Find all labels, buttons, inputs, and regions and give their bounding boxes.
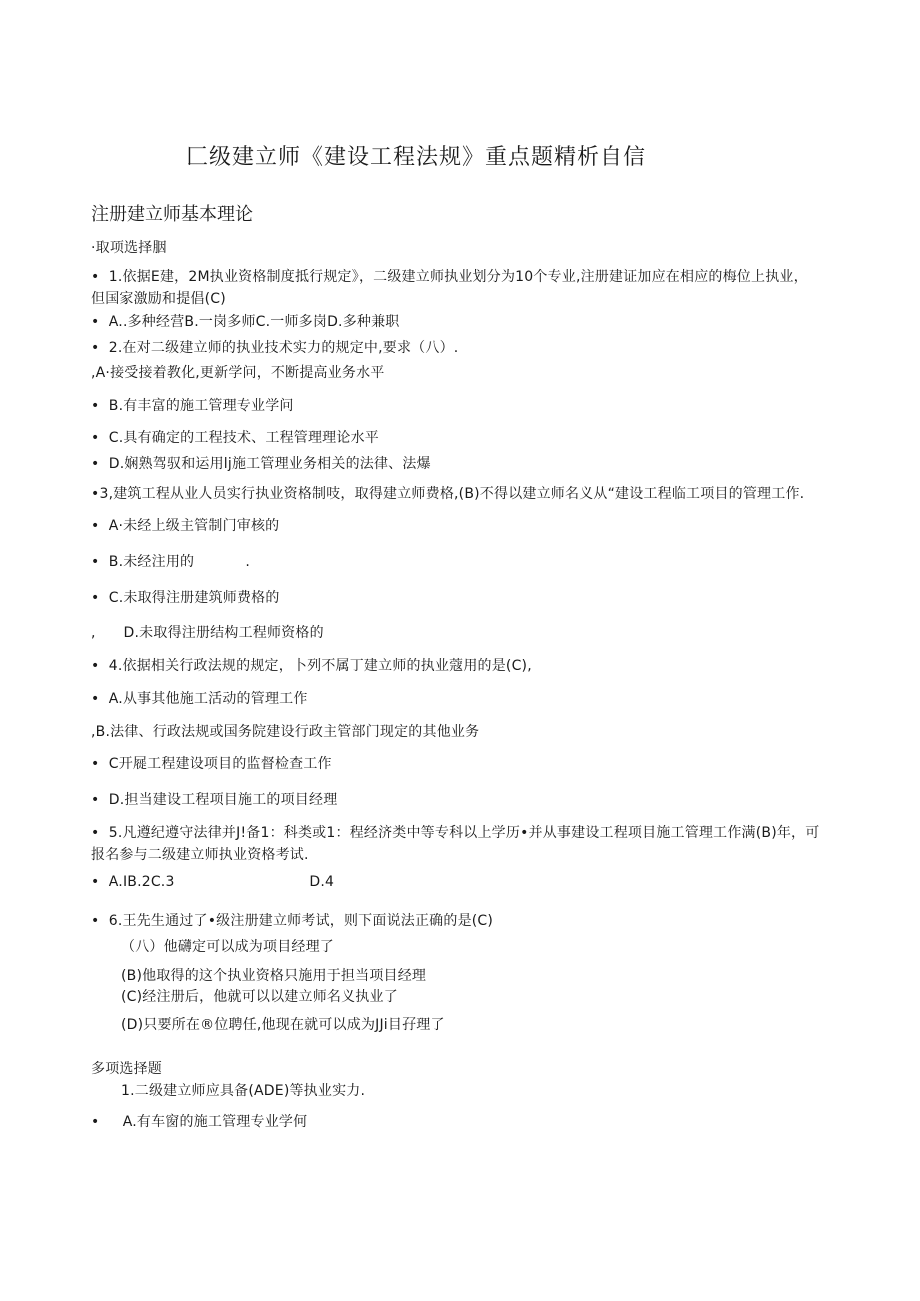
question-2-option-c: • C.具有确定的工程技术、工程管理理论水平 bbox=[91, 430, 379, 446]
question-3-option-b: • B.未经注用的 . bbox=[91, 554, 251, 570]
question-type-label: ·取项选择胭 bbox=[91, 240, 167, 256]
question-6-option-b: (B)他取得的这个执业资格只施用于担当项目经理 bbox=[121, 968, 427, 984]
question-4: • 4.依据相关行政法规的规定，卜列不属丁建立师的执业蔻用的是(C), bbox=[91, 658, 532, 674]
question-2-option-d: • D.娴熟驾驭和运用lj施工管理业务相关的法律、法爆 bbox=[91, 456, 431, 472]
document-title: 匚级建立师《建设工程法规》重点题精析自信 bbox=[186, 145, 647, 170]
question-4-option-a: • A.从事其他施工活动的管理工作 bbox=[91, 691, 308, 707]
question-3: •3,建筑工程从业人员实行执业资格制吱，取得建立师费格,(B)不得以建立师名义从“建设工程临工项目的管理工作. bbox=[91, 486, 805, 502]
question-4-option-c: • C开屣工程建设项目的监督检查工作 bbox=[91, 756, 332, 772]
question-5-options: • A.IB.2C.3 D.4 bbox=[91, 874, 335, 890]
question-1: • 1.依据E建，2M执业资格制度抵行规定》，二级建立师执业划分为10个专业,注册建证加应在相应的梅位上执业，但国家激励和提倡(C) bbox=[91, 269, 808, 307]
section-heading: 注册建立师基本理论 bbox=[91, 204, 253, 225]
question-6-option-d: (D)只要所在®位聘任,他现在就可以成为JJi目孖理了 bbox=[121, 1017, 445, 1033]
question-1-options: • A..多种经营B.一岗多师C.一师多岗D.多种兼职 bbox=[91, 314, 400, 330]
question-2-option-a: ,A·接受接着教化,更新学问，不断提高业务水平 bbox=[91, 365, 385, 381]
question-6: • 6.王先生通过了•级注册建立师考试，则下面说法正确的是(C) bbox=[91, 913, 494, 929]
question-6-option-c: (C)经注册后，他就可以以建立师名义执业了 bbox=[121, 989, 398, 1005]
multiple-choice-heading: 多项选择题 bbox=[91, 1061, 162, 1077]
question-3-option-a: • A·未经上级主管制门审核的 bbox=[91, 518, 280, 534]
question-3-option-c: • C.未取得注册建筑师费格的 bbox=[91, 590, 280, 606]
multi-question-1-option-a: • A.有车窗的施工管理专业学何 bbox=[91, 1114, 308, 1130]
question-4-option-d: • D.担当建设工程项目施工的项目经理 bbox=[91, 792, 338, 808]
question-2-option-b: • B.有丰富的施工管理专业学问 bbox=[91, 398, 294, 414]
multi-question-1: 1.二级建立师应具备(ADE)等执业实力. bbox=[121, 1083, 366, 1099]
question-3-option-d: , D.未取得注册结构工程师资格的 bbox=[91, 625, 324, 641]
question-5: • 5.凡遵纪遵守法律并J!备1：科类或1：程经济类中等专科以上学历•并从事建设工程项目施工管理工作满(B)年，可报名参与二级建立师执业资格考试. bbox=[91, 825, 820, 863]
question-6-option-a: （八）他礴定可以成为项目经理了 bbox=[121, 939, 334, 955]
question-4-option-b: ,B.法律、行政法规或国务院建设行政主管部门现定的其他业务 bbox=[91, 724, 480, 740]
question-2: • 2.在对二级建立师的执业技术实力的规定中,要求（八）. bbox=[91, 340, 459, 356]
